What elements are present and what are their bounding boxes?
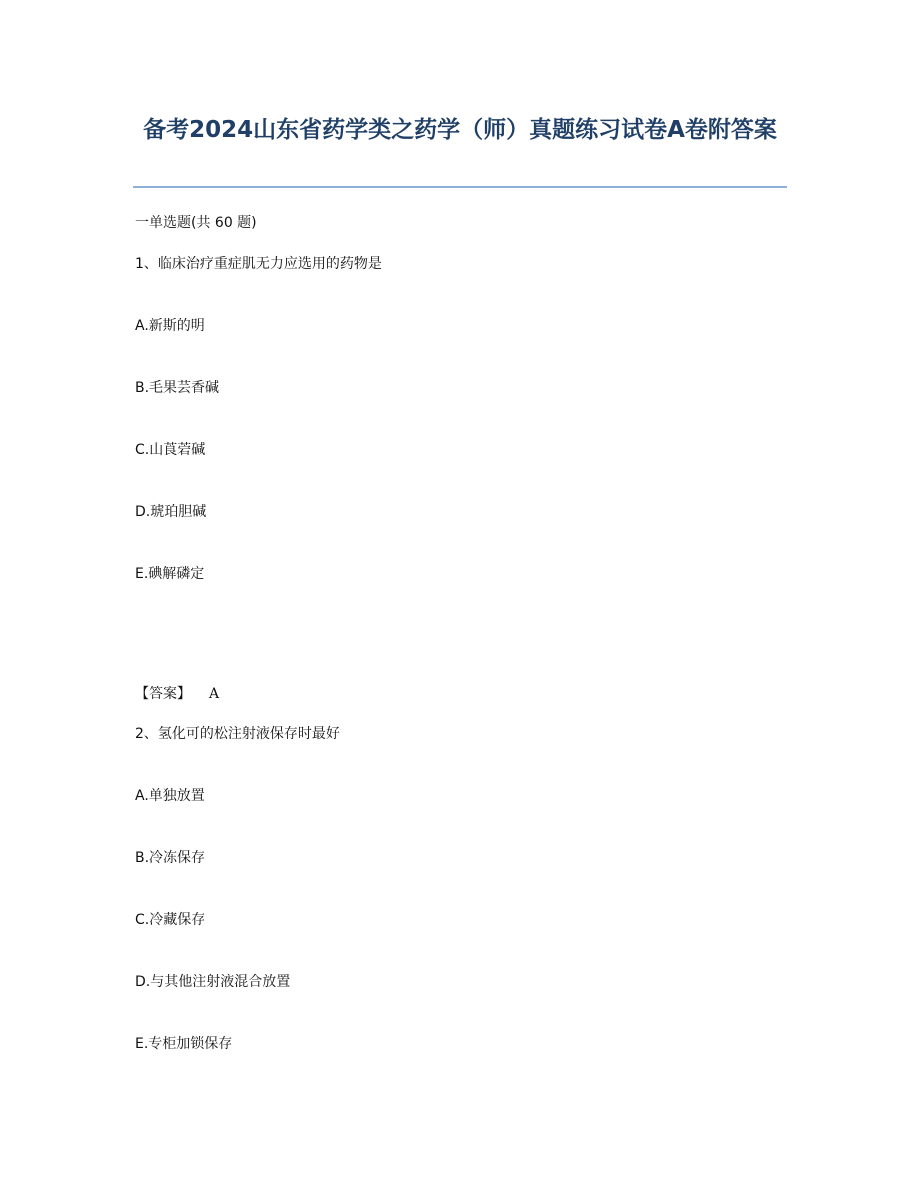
answer-label: 【答案】	[135, 686, 191, 702]
answer-value: A	[209, 686, 220, 702]
question-1-option-c: C.山莨菪碱	[135, 442, 206, 458]
question-2-option-d: D.与其他注射液混合放置	[135, 974, 291, 990]
section-heading: 一单选题(共 60 题)	[135, 215, 257, 231]
question-1-option-b: B.毛果芸香碱	[135, 380, 220, 396]
question-1-option-a: A.新斯的明	[135, 318, 205, 334]
question-2-option-c: C.冷藏保存	[135, 912, 206, 928]
question-1-option-e: E.碘解磷定	[135, 566, 205, 582]
document-title: 备考2024山东省药学类之药学（师）真题练习试卷A卷附答案	[143, 117, 777, 143]
question-2-option-e: E.专柜加锁保存	[135, 1036, 233, 1052]
question-1-answer	[135, 684, 219, 704]
title-divider	[133, 186, 787, 188]
question-2-option-b: B.冷冻保存	[135, 850, 206, 866]
question-1-option-d: D.琥珀胆碱	[135, 504, 207, 520]
question-2-option-a: A.单独放置	[135, 788, 205, 804]
question-2-stem: 2、氢化可的松注射液保存时最好	[135, 726, 340, 742]
question-1-stem: 1、临床治疗重症肌无力应选用的药物是	[135, 256, 382, 272]
